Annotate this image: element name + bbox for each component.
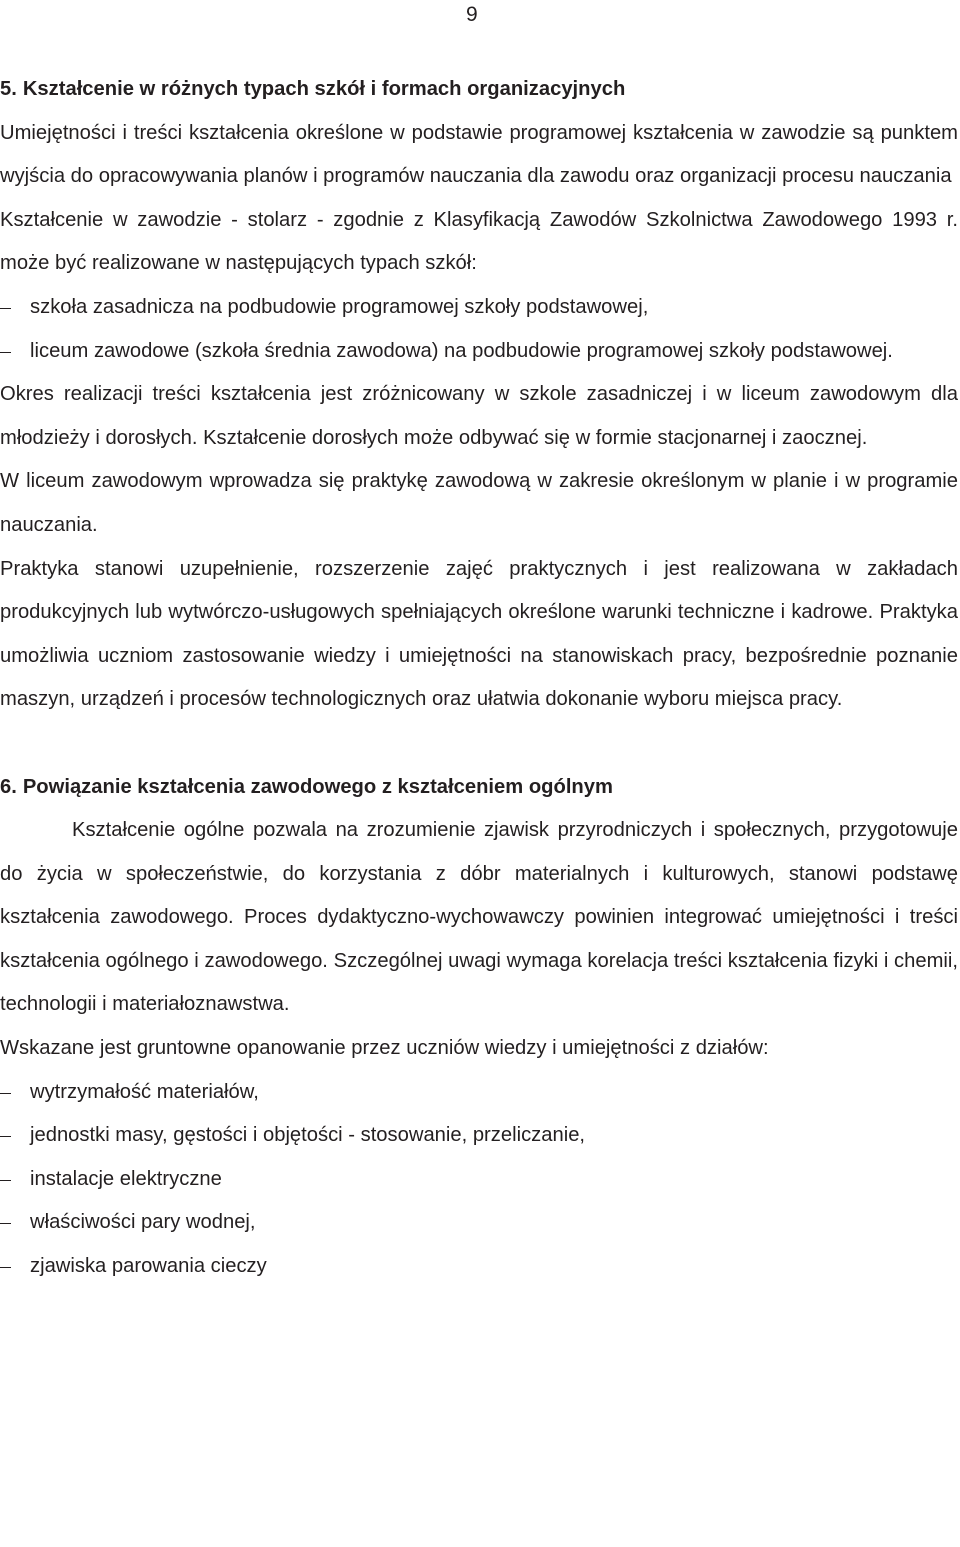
section-6-title: Powiązanie kształcenia zawodowego z kształceniem ogólnym — [22, 775, 613, 798]
section-5-paragraph-1: Umiejętności i treści kształcenia określone w podstawie programowej kształcenia w zawodzie są punktem wyjścia do opracowywania planów i programów nauczania dla zawodu oraz organizacji procesu nauczania — [0, 121, 958, 188]
list-item-text: liceum zawodowe (szkoła średnia zawodowa) na podbudowie programowej szkoły podstawowej. — [30, 339, 893, 362]
list-item — [0, 330, 958, 374]
list-item — [0, 1071, 958, 1115]
list-item-text: zjawiska parowania cieczy — [30, 1255, 267, 1278]
dash-bullet-icon — [0, 1267, 11, 1268]
dash-bullet-icon — [0, 1093, 11, 1094]
dash-bullet-icon — [0, 1136, 11, 1137]
section-5-paragraph-4: W liceum zawodowym wprowadza się praktykę zawodową w zakresie określonym w planie i w programie nauczania. — [0, 470, 958, 536]
section-6-heading — [0, 766, 958, 810]
list-item-text: szkoła zasadnicza na podbudowie programowej szkoły podstawowej, — [30, 295, 649, 318]
dash-bullet-icon — [0, 308, 11, 309]
list-item — [0, 1158, 958, 1202]
section-5-title: Kształcenie w różnych typach szkół i formach organizacyjnych — [22, 78, 626, 100]
section-5-heading — [0, 68, 958, 112]
list-item-text: wytrzymałość materiałów, — [30, 1080, 259, 1103]
section-5-paragraph-2: Kształcenie w zawodzie - stolarz - zgodnie z Klasyfikacją Zawodów Szkolnictwa Zawodowego 1993 r. może być realizowane w następujących typach szkół: — [0, 208, 958, 275]
section-6-number: 6. — [0, 775, 17, 798]
section-5-number: 5. — [0, 78, 17, 100]
dash-bullet-icon — [0, 1180, 11, 1181]
section-6-paragraph-2: Wskazane jest gruntowne opanowanie przez uczniów wiedzy i umiejętności z działów: — [0, 1037, 769, 1060]
list-item — [0, 1114, 958, 1158]
list-item — [0, 1245, 958, 1289]
list-item — [0, 286, 958, 330]
dash-bullet-icon — [0, 1223, 11, 1224]
list-item-text: instalacje elektryczne — [30, 1167, 222, 1190]
page-content — [0, 68, 958, 1289]
section-6-paragraph-1: Kształcenie ogólne pozwala na zrozumienie zjawisk przyrodniczych i społecznych, przygotowuje do życia w społeczeństwie, do korzystania z dóbr materialnych i kulturowych, stanowi podstawę kształcenia zawodowego. Proces dydaktyczno-wychowawczy powinien integrować umiejętności i treści kształcenia ogólnego i zawodowego. Szczególnej uwagi wymaga korelacja treści kształcenia fizyki i chemii, technologii i materiałoznawstwa. — [0, 819, 958, 1016]
section-5-paragraph-3: Okres realizacji treści kształcenia jest zróżnicowany w szkole zasadniczej i w liceum zawodowym dla młodzieży i dorosłych. Kształcenie dorosłych może odbywać się w formie stacjonarnej i zaocznej. — [0, 383, 958, 449]
topics-list — [0, 1071, 958, 1289]
page-number: 9 — [466, 3, 478, 26]
list-item-text: właściwości pary wodnej, — [30, 1211, 256, 1234]
school-types-list — [0, 286, 958, 373]
list-item-text: jednostki masy, gęstości i objętości - stosowanie, przeliczanie, — [30, 1124, 586, 1147]
list-item — [0, 1201, 958, 1245]
section-5-paragraph-5: Praktyka stanowi uzupełnienie, rozszerzenie zajęć praktycznych i jest realizowana w zakładach produkcyjnych lub wytwórczo-usługowych spełniających określone warunki techniczne i kadrowe. Praktyka umożliwia uczniom zastosowanie wiedzy i umiejętności na stanowiskach pracy, bezpośrednie poznanie maszyn, urządzeń i procesów technologicznych oraz ułatwia dokonanie wyboru miejsca pracy. — [0, 557, 958, 711]
dash-bullet-icon — [0, 352, 11, 353]
section-spacer — [0, 722, 958, 766]
